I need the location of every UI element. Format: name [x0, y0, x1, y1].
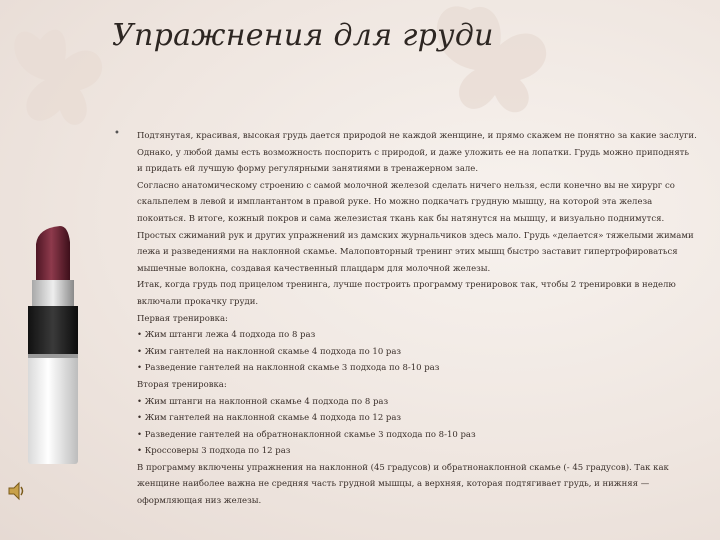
text-line: • Жим гантелей на наклонной скамье 4 подхода по 10 раз: [137, 346, 402, 357]
text-line: оформляющая низ железы.: [137, 496, 262, 507]
lipstick-image: [14, 222, 104, 472]
sound-icon[interactable]: [6, 480, 28, 502]
text-line: • Жим штанги на наклонной скамье 4 подхода по 8 раз: [137, 396, 389, 407]
text-line: Первая тренировка:: [137, 313, 228, 324]
text-line: лежа и разведениями на наклонной скамье. Малоповторный тренинг этих мышц быстро заставит гипертрофироваться: [137, 247, 678, 258]
text-line: и придать ей лучшую форму регулярными занятиями в тренажерном зале.: [137, 164, 479, 175]
text-line: • Разведение гантелей на наклонной скамье 3 подхода по 8-10 раз: [137, 363, 440, 374]
text-line: скальпелем в левой и имплантантом в правой руке. Но можно подкачать грудную мышцу, на которой эта железа: [137, 197, 653, 208]
text-line: • Жим штанги лежа 4 подхода по 8 раз: [137, 330, 316, 341]
bullet-marker: •: [114, 128, 120, 139]
text-line: Вторая тренировка:: [137, 379, 227, 390]
text-line: Согласно анатомическому строению с самой молочной железой сделать ничего нельзя, если конечно вы не хирург со: [137, 180, 675, 191]
text-line: Однако, у любой дамы есть возможность поспорить с природой, и даже уложить ее на лопатки. Грудь можно приподнять: [137, 147, 690, 158]
text-line: женщине наиболее важна не средняя часть грудной мышцы, а верхняя, которая подтягивает грудь, и нижняя —: [137, 479, 650, 490]
text-line: Простых сжиманий рук и других упражнений из дамских журнальчиков здесь мало. Грудь «делается» тяжелыми жимами: [137, 230, 694, 241]
body-text: [137, 128, 697, 510]
text-line: покоиться. В итоге, кожный покров и сама железистая ткань как бы натянутся на мышцу, и визуально поднимутся.: [137, 213, 665, 224]
text-line: • Жим гантелей на наклонной скамье 4 подхода по 12 раз: [137, 413, 402, 424]
text-line: В программу включены упражнения на наклонной (45 градусов) и обратнонаклонной скамье (- 45 градусов). Так как: [137, 462, 669, 473]
page-title: Упражнения для груди: [112, 18, 494, 53]
text-line: • Кроссоверы 3 подхода по 12 раз: [137, 446, 291, 457]
text-line: Итак, когда грудь под прицелом тренинга, лучше построить программу тренировок так, чтобы 2 тренировки в неделю: [137, 280, 676, 291]
text-line: включали прокачку груди.: [137, 296, 259, 307]
text-line: мышечные волокна, создавая качественный плацдарм для молочной железы.: [137, 263, 491, 274]
text-line: • Разведение гантелей на обратнонаклонной скамье 3 подхода по 8-10 раз: [137, 429, 476, 440]
text-line: Подтянутая, красивая, высокая грудь дается природой не каждой женщине, и прямо скажем не понятно за какие заслуги.: [137, 131, 697, 141]
